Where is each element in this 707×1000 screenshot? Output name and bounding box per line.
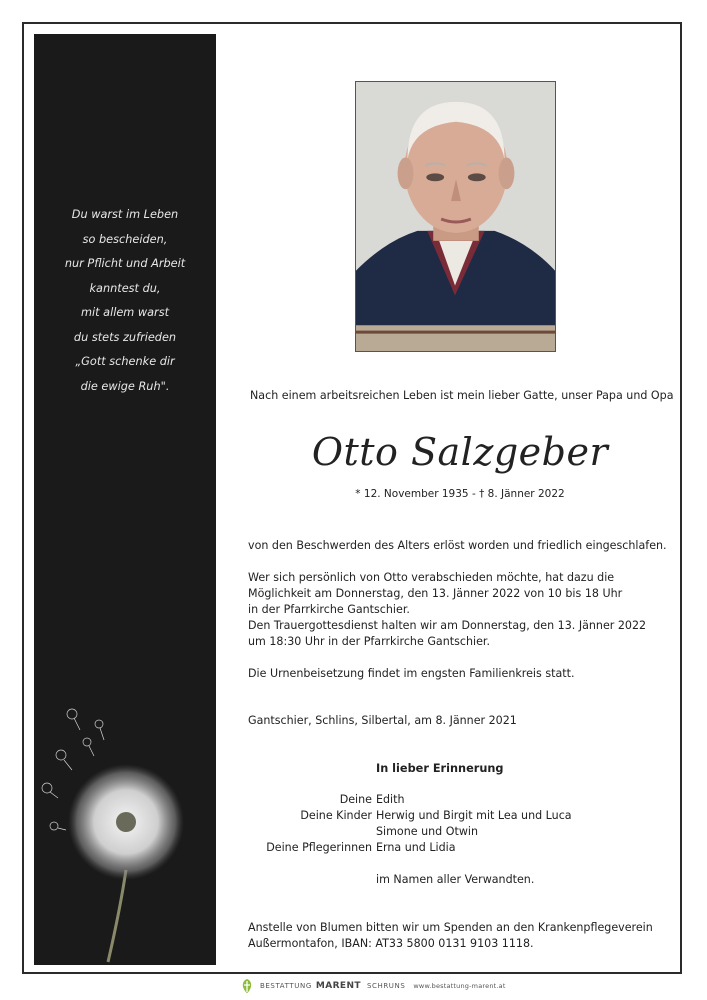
paragraph-line: um 18:30 Uhr in der Pfarrkirche Gantschier. (248, 635, 490, 648)
life-dates: * 12. November 1935 - † 8. Jänner 2022 (355, 488, 565, 500)
family-wife: Edith (376, 793, 405, 806)
paragraph-burial (248, 666, 574, 682)
paragraph-passing (248, 538, 667, 554)
family-relatives: im Namen aller Verwandten. (376, 873, 535, 886)
footer-brand: MARENT (315, 981, 361, 991)
donation-line: Außermontafon, IBAN: AT33 5800 0131 9103 1118. (248, 937, 534, 950)
footer (240, 976, 506, 996)
footer-website[interactable]: www.bestattung-marent.at (413, 982, 506, 990)
poem-line: kanntest du, (89, 281, 161, 295)
donation-note (248, 920, 653, 952)
paragraph-farewell (248, 570, 646, 650)
family-label-carers: Deine Pflegerinnen (266, 841, 372, 854)
place-date-line: Gantschier, Schlins, Silbertal, am 8. Jänner 2021 (248, 714, 517, 727)
poem-line: so bescheiden, (82, 232, 168, 246)
poem (34, 203, 216, 399)
family-label-wife: Deine (339, 793, 372, 806)
paragraph-line: Wer sich persönlich von Otto verabschieden möchte, hat dazu die (248, 571, 615, 584)
memory-title: In lieber Erinnerung (376, 762, 504, 775)
poem-line: du stets zufrieden (73, 330, 177, 344)
footer-prefix: BESTATTUNG (260, 982, 312, 990)
family-children-1: Herwig und Birgit mit Lea und Luca (376, 809, 572, 822)
deceased-name: Otto Salzgeber (311, 430, 609, 474)
portrait-photo (355, 81, 556, 352)
intro-text: Nach einem arbeitsreichen Leben ist mein lieber Gatte, unser Papa und Opa (250, 389, 674, 402)
dandelion-image (34, 700, 216, 965)
poem-line: nur Pflicht und Arbeit (64, 257, 186, 270)
poem-line: Du warst im Leben (71, 208, 179, 221)
paragraph-line: Den Trauergottesdienst halten wir am Donnerstag, den 13. Jänner 2022 (248, 619, 647, 632)
family-label-children: Deine Kinder (300, 809, 372, 822)
footer-location: SCHRUNS (366, 982, 406, 990)
poem-line: „Gott schenke dir (75, 355, 175, 368)
paragraph-line: Die Urnenbeisetzung findet im engsten Familienkreis statt. (248, 667, 575, 680)
paragraph-line: von den Beschwerden des Alters erlöst worden und friedlich eingeschlafen. (248, 539, 667, 552)
place-date (248, 713, 517, 729)
funeral-home-logo-icon (240, 978, 254, 994)
family-children-2: Simone und Otwin (376, 825, 478, 838)
family-carers: Erna und Lidia (376, 841, 456, 854)
paragraph-line: Möglichkeit am Donnerstag, den 13. Jänner 2022 von 10 bis 18 Uhr (248, 587, 623, 600)
poem-line: die ewige Ruh". (80, 379, 170, 393)
paragraph-line: in der Pfarrkirche Gantschier. (248, 603, 410, 616)
poem-line: mit allem warst (80, 306, 170, 319)
donation-line: Anstelle von Blumen bitten wir um Spenden an den Krankenpflegeverein (248, 921, 653, 934)
